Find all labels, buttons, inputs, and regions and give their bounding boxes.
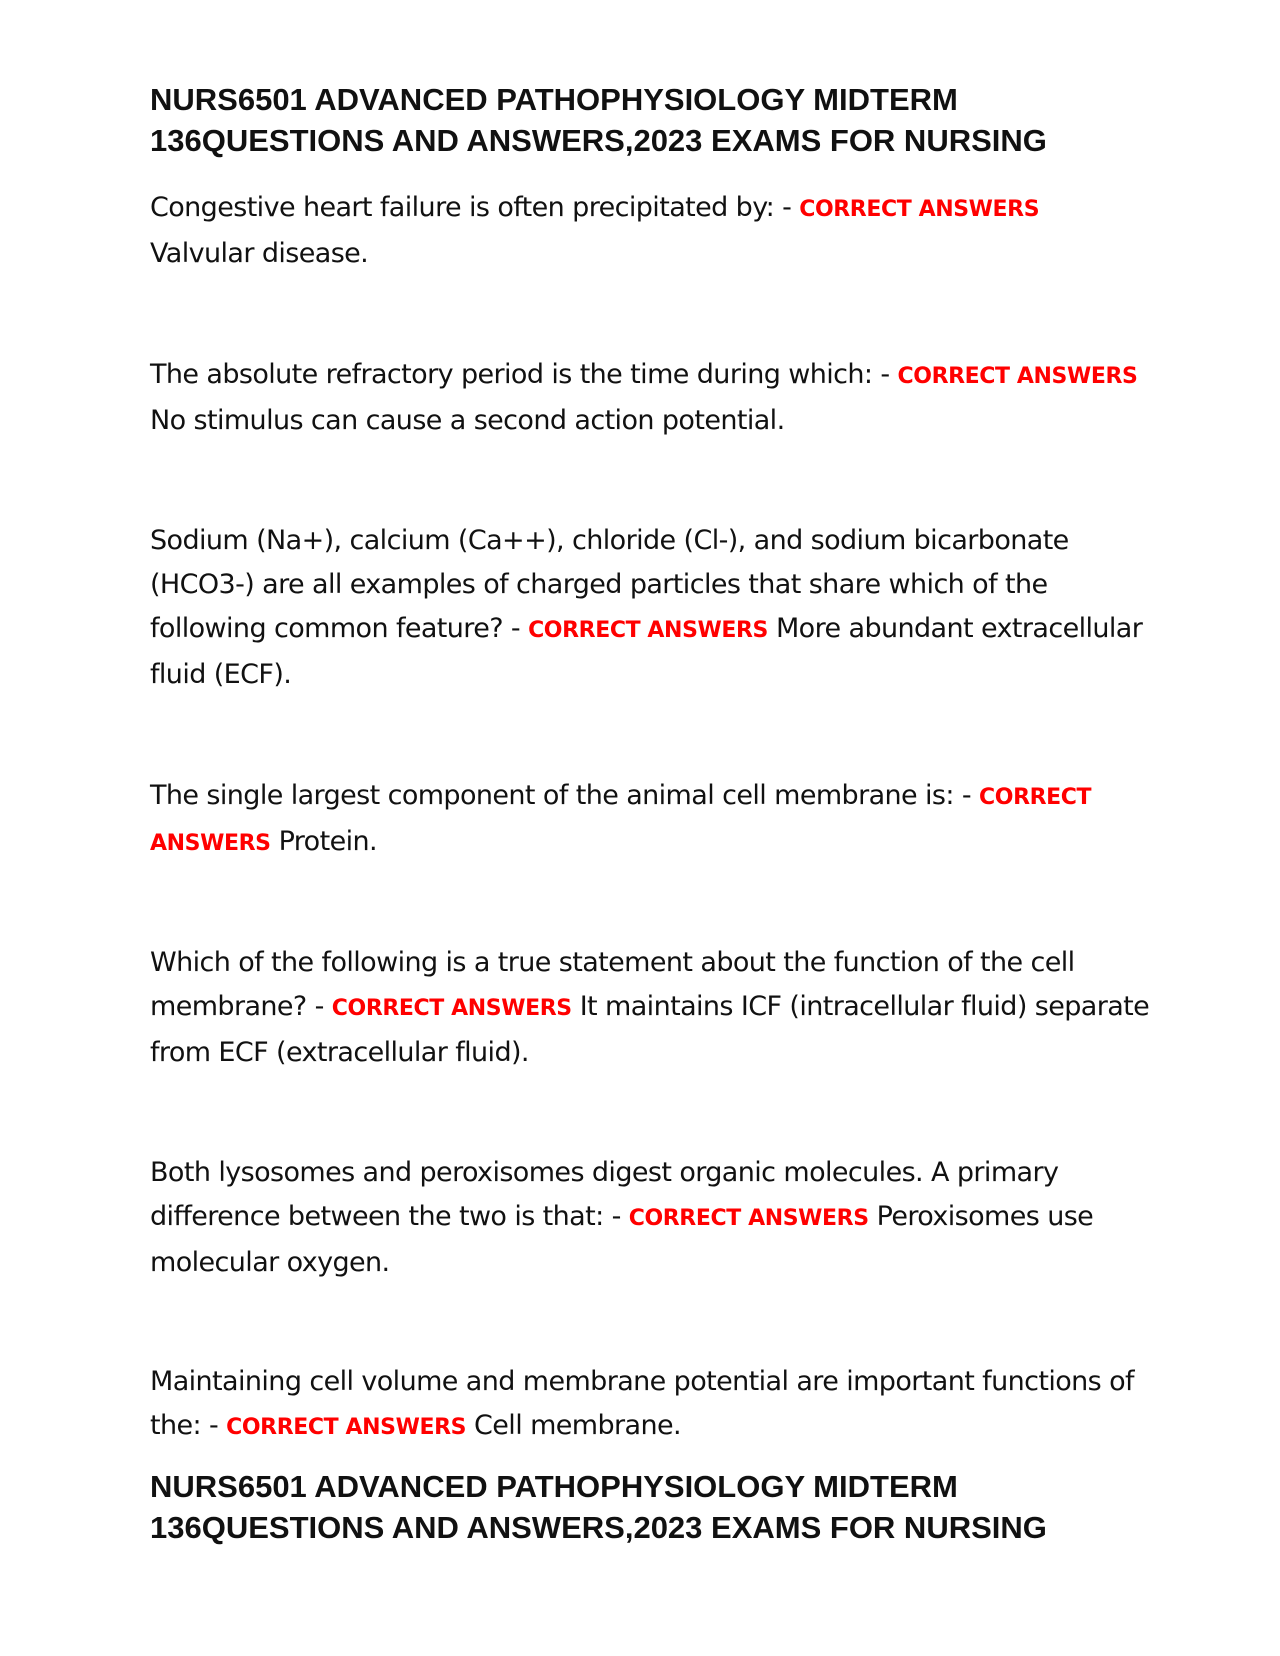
question-text: Which of the following is a true statement about the function of the cell membrane? - [150,947,1075,1022]
answer-text: Protein. [278,826,377,857]
question-text: Sodium (Na+), calcium (Ca++), chloride (Cl-), and sodium bicarbonate (HCO3-) are all examples of charged particles that share which of the following common feature? - [150,525,1069,644]
correct-answers-label: CORRECT ANSWERS [150,785,1092,856]
question-text: The absolute refractory period is the time during which: - [150,359,898,390]
document-title [150,79,1160,161]
document-title-line-1: NURS6501 ADVANCED PATHOPHYSIOLOGY MIDTERM [150,82,958,117]
correct-answers-label: CORRECT ANSWERS [331,996,572,1021]
question-text: Maintaining cell volume and membrane potential are important functions of the: - [150,1366,1134,1441]
qa-item-2 [150,353,1160,443]
question-text: Both lysosomes and peroxisomes digest organic molecules. A primary difference between the two is that: - [150,1157,1059,1232]
correct-answers-label: CORRECT ANSWERS [226,1415,467,1440]
qa-item-5 [150,941,1160,1075]
answer-text: Peroxisomes use molecular oxygen. [150,1201,1094,1278]
answer-text: More abundant extracellular fluid (ECF). [150,613,1143,690]
question-text: Congestive heart failure is often precipitated by: - [150,192,800,223]
answer-text: No stimulus can cause a second action potential. [150,405,785,436]
document-footer-title-line-2: 136QUESTIONS AND ANSWERS,2023 EXAMS FOR NURSING [150,1510,1047,1545]
qa-item-3 [150,519,1160,697]
correct-answers-label: CORRECT ANSWERS [897,364,1138,389]
answer-text: Cell membrane. [474,1410,682,1441]
answer-text: Valvular disease. [150,238,369,269]
qa-item-4 [150,774,1160,866]
qa-item-1 [150,186,1160,276]
correct-answers-label: CORRECT ANSWERS [628,1206,869,1231]
qa-item-7 [150,1360,1160,1450]
correct-answers-label: CORRECT ANSWERS [528,618,768,643]
document-title-line-2: 136QUESTIONS AND ANSWERS,2023 EXAMS FOR NURSING [150,123,1047,158]
question-text: The single largest component of the animal cell membrane is: - [150,780,980,811]
correct-answers-label: CORRECT ANSWERS [799,197,1040,222]
qa-item-6 [150,1151,1160,1285]
document-footer-title [150,1466,1160,1548]
answer-text: It maintains ICF (intracellular fluid) separate from ECF (extracellular fluid). [150,991,1150,1068]
document-footer-title-line-1: NURS6501 ADVANCED PATHOPHYSIOLOGY MIDTERM [150,1469,958,1504]
